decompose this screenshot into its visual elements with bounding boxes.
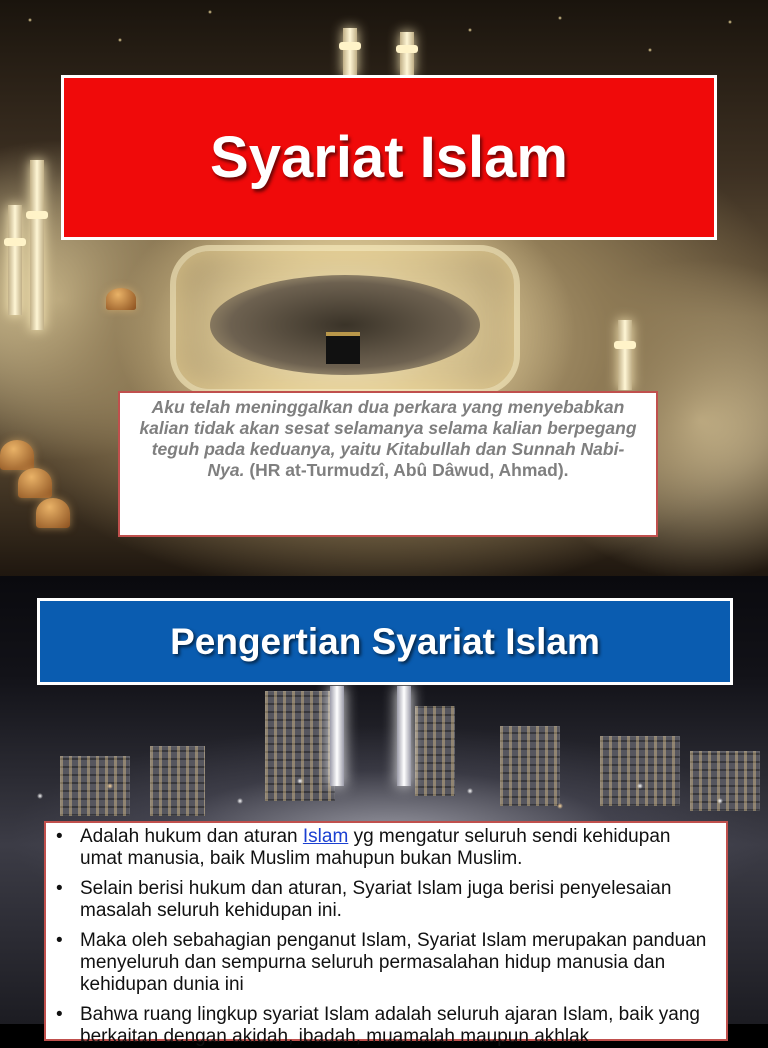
list-item [52, 930, 716, 996]
slide-pengertian [0, 576, 768, 1047]
bullet-text: Adalah hukum dan aturan [80, 826, 303, 847]
dome-graphic [36, 498, 70, 528]
bullet-text: Selain berisi hukum dan aturan, Syariat Islam juga berisi penyelesaian masalah seluruh kehidupan ini. [80, 878, 672, 921]
minaret-graphic [8, 205, 22, 315]
title-banner [61, 75, 717, 240]
minaret-graphic [400, 32, 414, 76]
slide-title: Syariat Islam [210, 125, 568, 190]
dome-graphic [106, 288, 136, 310]
minaret-graphic [343, 28, 357, 76]
islam-link[interactable]: Islam [302, 826, 349, 847]
bullet-text: Bahwa ruang lingkup syariat Islam adalah seluruh ajaran Islam, baik yang berkaitan dengan akidah, ibadah, muamalah maupun akhlak [80, 1004, 700, 1047]
list-item [52, 1004, 716, 1048]
city-lights-decoration [0, 766, 768, 826]
bullet-icon: • [56, 878, 63, 899]
definition-list [52, 826, 716, 1048]
minaret-graphic [618, 320, 632, 390]
dome-graphic [0, 440, 34, 470]
list-item [52, 826, 716, 870]
list-item [52, 878, 716, 922]
hadith-source: (HR at-Turmudzî, Abû Dâwud, Ahmad). [244, 460, 569, 480]
bullet-icon: • [56, 1004, 63, 1025]
heading-banner [37, 598, 733, 685]
definition-content-box [44, 821, 728, 1047]
bullet-text: Maka oleh sebahagian penganut Islam, Syariat Islam merupakan panduan menyeluruh dan sempurna seluruh permasalahan hidup manusia dan kehidupan dunia ini [80, 930, 707, 995]
dome-graphic [18, 468, 52, 498]
slide-heading: Pengertian Syariat Islam [170, 620, 600, 662]
bullet-text: yg mengatur seluruh sendi kehidupan umat manusia, baik Muslim mahupun bukan Muslim. [80, 826, 671, 869]
city-lights-decoration [0, 0, 768, 70]
hadith-quote-text: Aku telah meninggalkan dua perkara yang menyebabkan kalian tidak akan sesat selamanya selama kalian berpegang teguh pada keduanya, yaitu Kitabullah dan Sunnah Nabi-Nya. [139, 397, 637, 480]
hadith-quote-box [118, 391, 658, 537]
bullet-icon: • [56, 930, 63, 951]
kaaba-graphic [326, 332, 360, 364]
minaret-graphic [30, 160, 44, 330]
bullet-icon: • [56, 826, 63, 847]
